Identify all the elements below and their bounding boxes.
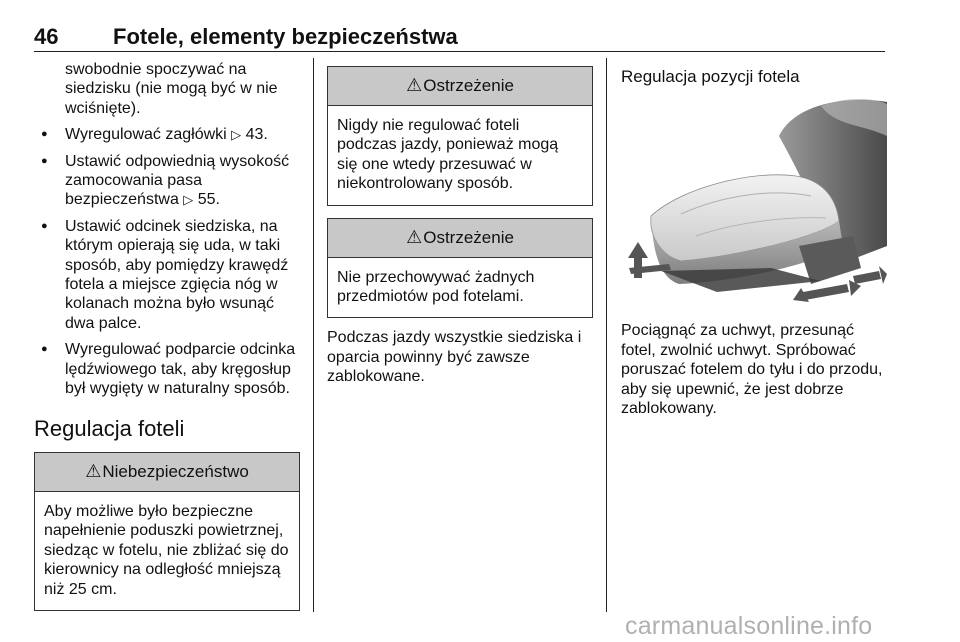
danger-title: Niebezpieczeństwo [102, 462, 249, 482]
page-title: Fotele, elementy bezpieczeństwa [113, 24, 458, 49]
column-2 [327, 60, 593, 387]
paragraph: Podczas jazdy wszystkie siedziska i oparcia powinny być zawsze zablokowane. [327, 329, 582, 386]
list-item [34, 125, 300, 144]
continued-text: swobodnie spoczywać na siedzisku (nie mogą być w nie wciśnięte). [65, 61, 278, 117]
column-divider-2 [606, 58, 607, 612]
warning-box-header [328, 67, 592, 106]
seat-adjustment-illustration [621, 96, 887, 307]
danger-box [34, 452, 300, 611]
column-divider-1 [313, 58, 314, 612]
bullet-text: Wyregulować zagłówki [65, 126, 227, 144]
section-heading: Regulacja pozycji fotela [621, 67, 800, 86]
warning-body: Nigdy nie regulować foteli podczas jazdy, ponieważ mogą się one wtedy przesuwać w niekontrolowany sposób. [337, 117, 559, 193]
bullet-text: Wyregulować podparcie odcinka lędźwiowego tak, aby kręgosłup był wygięty w naturalny sposób. [65, 341, 296, 398]
column-3 [621, 60, 887, 418]
bullet-list [34, 125, 300, 398]
warning-body: Nie przechowywać żadnych przedmiotów pod fotelami. [337, 268, 535, 306]
list-item [34, 152, 300, 210]
warning-box-header [328, 219, 592, 258]
header-rule [34, 51, 885, 52]
paragraph: Pociągnąć za uchwyt, przesunąć fotel, zwolnić uchwyt. Spróbować poruszać fotelem do tyłu i do przodu, aby się upewnić, że jest dobrze zablokowany. [621, 322, 883, 418]
column-1 [34, 60, 300, 611]
warning-triangle-icon: ⚠ [406, 226, 423, 247]
warning-title: Ostrzeżenie [423, 76, 514, 96]
warning-box-1 [327, 66, 593, 206]
warning-triangle-icon: ⚠ [85, 461, 102, 482]
bullet-text: Ustawić odpowiednią wysokość zamocowania pasa bezpieczeństwa [65, 152, 290, 209]
warning-title: Ostrzeżenie [423, 227, 514, 247]
bullet-text: Ustawić odcinek siedziska, na którym opierają się uda, w taki sposób, aby pomiędzy krawędź fotela a miejsce zgięcia nóg w kolanach można było wsunąć dwa palce. [65, 217, 289, 332]
danger-body: Aby możliwe było bezpieczne napełnienie poduszki powietrznej, siedząc w fotelu, nie zbliżać się do kierownicy na odległość mniejszą niż 25 cm. [44, 502, 289, 598]
page-reference-icon: ▷ [183, 192, 194, 208]
warning-triangle-icon: ⚠ [406, 75, 423, 96]
page-number: 46 [34, 24, 59, 49]
list-item [34, 340, 300, 398]
watermark: carmanualsonline.info [625, 612, 873, 640]
page-reference: 55. [197, 191, 220, 209]
list-item [34, 217, 300, 333]
warning-box-2 [327, 218, 593, 319]
danger-box-header [35, 453, 299, 492]
section-heading: Regulacja foteli [34, 415, 185, 441]
page-reference: 43. [245, 126, 268, 144]
page-reference-icon: ▷ [231, 127, 242, 143]
seat-rail [661, 268, 821, 292]
